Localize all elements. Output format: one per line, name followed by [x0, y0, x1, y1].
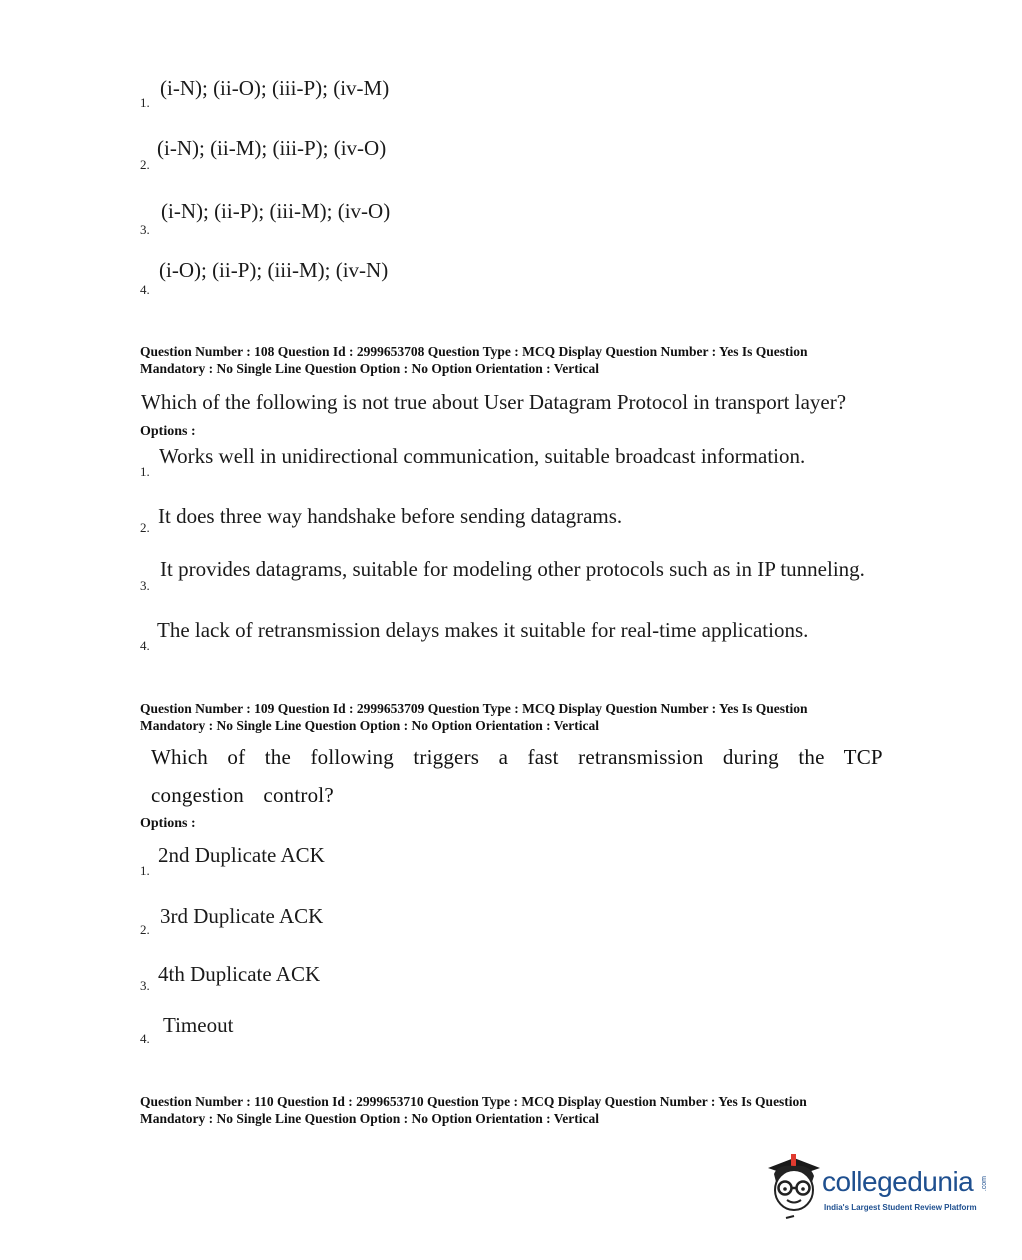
prev-option-2-number: 2. [140, 157, 150, 172]
prev-option-2-text: (i-N); (ii-M); (iii-P); (iv-O) [157, 136, 387, 160]
prev-option-3-number: 3. [140, 222, 150, 237]
q109-option-3-number: 3. [140, 978, 150, 993]
prev-option-1-number: 1. [140, 95, 150, 110]
q108-option-3-number: 3. [140, 578, 150, 593]
question-108-text: Which of the following is not true about User Datagram Protocol in transport layer? [141, 390, 847, 414]
q108-option-2-number: 2. [140, 520, 150, 535]
q108-option-4-text: The lack of retransmission delays makes it suitable for real-time applications. [157, 618, 809, 642]
collegedunia-logo [762, 1152, 1002, 1224]
q109-option-4-number: 4. [140, 1031, 150, 1046]
question-109-meta-line-1: Question Number : 109 Question Id : 2999653709 Question Type : MCQ Display Question Number : Yes Is Question [140, 701, 808, 716]
student-mascot-icon [762, 1152, 824, 1224]
q109-option-2-text: 3rd Duplicate ACK [160, 904, 324, 928]
question-110-meta-line-2: Mandatory : No Single Line Question Option : No Option Orientation : Vertical [140, 1111, 600, 1126]
prev-option-4-number: 4. [140, 282, 150, 297]
q109-option-4-text: Timeout [163, 1013, 234, 1037]
q109-option-2-number: 2. [140, 922, 150, 937]
question-109-text: Which of the following triggers a fast retransmission during the TCP congestion control? [151, 745, 882, 807]
brand-tagline: India's Largest Student Review Platform [824, 1203, 977, 1212]
brand-name: collegedunia [822, 1166, 974, 1197]
q108-option-1-number: 1. [140, 464, 150, 479]
q108-option-3-text: It provides datagrams, suitable for modeling other protocols such as in IP tunneling. [160, 557, 865, 581]
q108-option-1-text: Works well in unidirectional communication, suitable broadcast information. [159, 444, 806, 468]
prev-option-3-text: (i-N); (ii-P); (iii-M); (iv-O) [161, 199, 391, 223]
q108-option-4-number: 4. [140, 638, 150, 653]
question-110-meta-line-1: Question Number : 110 Question Id : 2999653710 Question Type : MCQ Display Question Number : Yes Is Question [140, 1094, 807, 1109]
brand-domain-suffix: .com [981, 1176, 988, 1192]
q108-option-2-text: It does three way handshake before sending datagrams. [158, 504, 623, 528]
q109-option-1-text: 2nd Duplicate ACK [158, 843, 325, 867]
prev-option-1-text: (i-N); (ii-O); (iii-P); (iv-M) [160, 76, 390, 100]
q109-option-3-text: 4th Duplicate ACK [158, 962, 321, 986]
question-108-options-label: Options : [140, 424, 196, 439]
question-108-meta-line-1: Question Number : 108 Question Id : 2999653708 Question Type : MCQ Display Question Number : Yes Is Question [140, 344, 808, 359]
q109-option-1-number: 1. [140, 863, 150, 878]
question-108-meta-line-2: Mandatory : No Single Line Question Option : No Option Orientation : Vertical [140, 361, 600, 376]
question-109-meta-line-2: Mandatory : No Single Line Question Option : No Option Orientation : Vertical [140, 718, 600, 733]
question-109-options-label: Options : [140, 816, 196, 831]
prev-option-4-text: (i-O); (ii-P); (iii-M); (iv-N) [159, 258, 389, 282]
